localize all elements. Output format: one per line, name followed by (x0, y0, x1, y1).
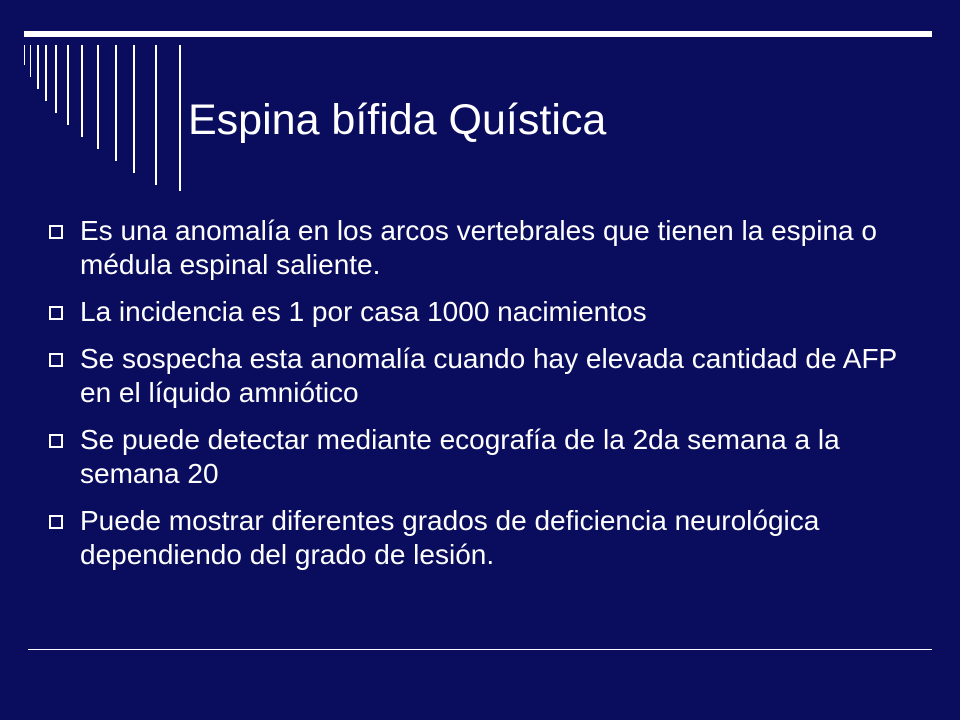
stripe-decoration (24, 45, 25, 65)
stripe-decoration (155, 45, 157, 185)
bullet-item (48, 342, 928, 410)
bullet-text: La incidencia es 1 por casa 1000 nacimientos (80, 296, 647, 327)
top-rule-decoration (24, 31, 932, 37)
stripe-decoration (30, 45, 31, 77)
stripe-decoration (179, 45, 181, 191)
hollow-square-icon (49, 434, 63, 448)
bottom-rule-decoration (28, 649, 932, 650)
hollow-square-icon (49, 306, 63, 320)
bullet-item (48, 423, 928, 491)
bullet-list (48, 214, 928, 585)
stripe-decoration (97, 45, 99, 149)
stripe-decoration (67, 45, 69, 125)
bullet-item (48, 295, 928, 329)
bullet-item (48, 214, 928, 282)
stripe-decoration (37, 45, 39, 89)
bullet-item (48, 504, 928, 572)
stripe-decoration (81, 45, 83, 137)
hollow-square-icon (49, 515, 63, 529)
bullet-text: Es una anomalía en los arcos vertebrales que tienen la espina o médula espinal saliente. (80, 215, 877, 280)
stripe-decoration (133, 45, 135, 173)
bullet-text: Se puede detectar mediante ecografía de la 2da semana a la semana 20 (80, 424, 840, 489)
stripe-decoration (55, 45, 57, 113)
stripe-decoration (115, 45, 117, 161)
slide-title: Espina bífida Quística (188, 96, 607, 144)
hollow-square-icon (49, 225, 63, 239)
stripe-decoration (45, 45, 47, 101)
bullet-text: Se sospecha esta anomalía cuando hay elevada cantidad de AFP en el líquido amniótico (80, 343, 897, 408)
bullet-text: Puede mostrar diferentes grados de deficiencia neurológica dependiendo del grado de lesión. (80, 505, 820, 570)
hollow-square-icon (49, 353, 63, 367)
